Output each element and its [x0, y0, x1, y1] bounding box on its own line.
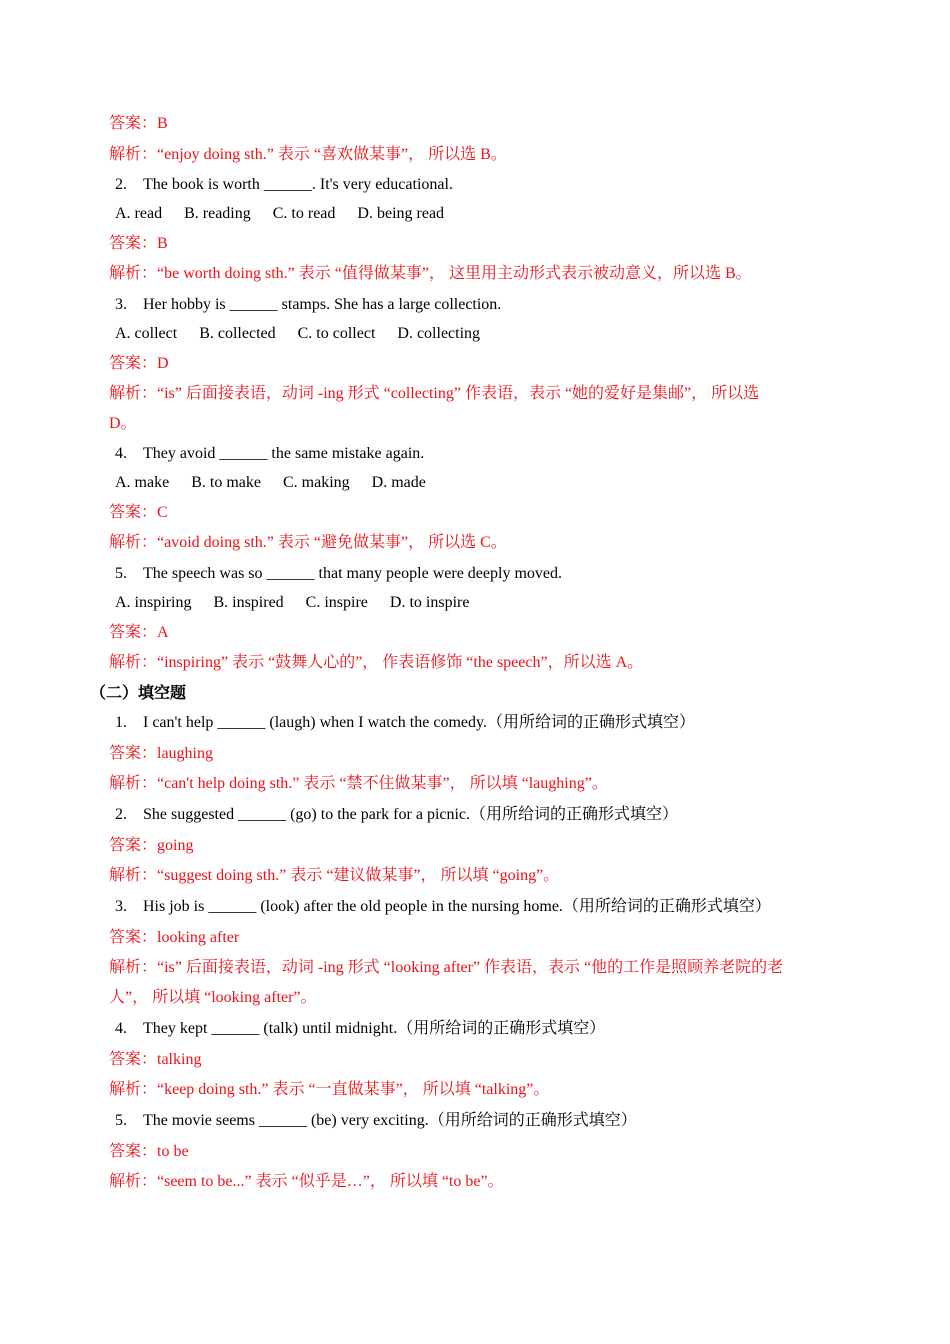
question: [115, 711, 695, 735]
option-b: B. inspired: [213, 594, 284, 611]
question: [115, 895, 771, 919]
analysis: 解析：“can't help doing sth.” 表示 “禁不住做某事”， 所以填 “laughing”。: [109, 775, 608, 792]
analysis-continued: D。: [109, 415, 137, 432]
option-c: C. inspire: [305, 594, 368, 611]
question-text: She suggested ______ (go) to the park for a picnic.（用所给词的正确形式填空）: [143, 806, 679, 823]
option-c: C. to collect: [297, 325, 376, 342]
options: [115, 322, 502, 346]
option-d: D. being read: [357, 205, 445, 222]
question-text: I can't help ______ (laugh) when I watch the comedy.（用所给词的正确形式填空）: [143, 714, 695, 731]
question: [115, 173, 453, 197]
question-number: 2.: [115, 176, 127, 193]
question-number: 4.: [115, 1020, 127, 1037]
question-number: 3.: [115, 898, 127, 915]
question-text: They kept ______ (talk) until midnight.（用所给词的正确形式填空）: [143, 1020, 606, 1037]
answer: 答案：A: [109, 624, 169, 641]
question: [115, 1017, 605, 1041]
answer: 答案：looking after: [109, 929, 240, 946]
option-c: C. to read: [272, 205, 336, 222]
question: [115, 293, 501, 317]
option-a: A. read: [115, 205, 163, 222]
option-b: B. collected: [199, 325, 276, 342]
option-c: C. making: [282, 474, 350, 491]
question-text: Her hobby is ______ stamps. She has a large collection.: [143, 296, 502, 313]
section-title: （二）填空题: [90, 685, 187, 702]
question: [115, 803, 678, 827]
question: [115, 442, 424, 466]
analysis: 解析：“suggest doing sth.” 表示 “建议做某事”， 所以填 “going”。: [109, 867, 560, 884]
option-d: D. made: [371, 474, 426, 491]
answer: 答案：C: [109, 504, 168, 521]
question-number: 2.: [115, 806, 127, 823]
options: [115, 202, 466, 226]
answer: 答案：going: [109, 837, 194, 854]
answer: 答案：laughing: [109, 745, 213, 762]
question-number: 4.: [115, 445, 127, 462]
analysis: 解析：“is” 后面接表语，动词 -ing 形式 “looking after” 作表语，表示 “他的工作是照顾养老院的老: [109, 959, 784, 976]
question-number: 3.: [115, 296, 127, 313]
answer: 答案：D: [109, 355, 169, 372]
analysis: 解析：“inspiring” 表示 “鼓舞人心的”， 作表语修饰 “the speech”，所以选 A。: [109, 654, 644, 671]
analysis: 解析：“seem to be...” 表示 “似乎是…”， 所以填 “to be”。: [109, 1173, 504, 1190]
option-a: A. inspiring: [115, 594, 192, 611]
analysis: 解析：“avoid doing sth.” 表示 “避免做某事”， 所以选 C。: [109, 534, 507, 551]
analysis: 解析：“is” 后面接表语，动词 -ing 形式 “collecting” 作表语，表示 “她的爱好是集邮”， 所以选: [109, 385, 760, 402]
question-number: 5.: [115, 1112, 127, 1129]
question-text: His job is ______ (look) after the old people in the nursing home.（用所给词的正确形式填空）: [143, 898, 771, 915]
analysis: 解析：“enjoy doing sth.” 表示 “喜欢做某事”， 所以选 B。: [109, 146, 507, 163]
analysis: 解析：“keep doing sth.” 表示 “一直做某事”， 所以填 “talking”。: [109, 1081, 550, 1098]
answer: 答案：talking: [109, 1051, 202, 1068]
analysis: 解析：“be worth doing sth.” 表示 “值得做某事”， 这里用主动形式表示被动意义，所以选 B。: [109, 265, 752, 282]
question: [115, 1109, 637, 1133]
option-a: A. make: [115, 474, 170, 491]
question-text: The speech was so ______ that many people were deeply moved.: [143, 565, 562, 582]
option-d: D. to inspire: [389, 594, 470, 611]
options: [115, 471, 448, 495]
question-number: 5.: [115, 565, 127, 582]
options: [115, 591, 491, 615]
question-text: The movie seems ______ (be) very exciting.（用所给词的正确形式填空）: [143, 1112, 637, 1129]
question: [115, 562, 562, 586]
question-text: The book is worth ______. It's very educational.: [143, 176, 453, 193]
option-d: D. collecting: [397, 325, 481, 342]
answer: 答案：to be: [109, 1143, 189, 1160]
option-a: A. collect: [115, 325, 178, 342]
question-number: 1.: [115, 714, 127, 731]
analysis-continued: 人”， 所以填 “looking after”。: [109, 989, 317, 1006]
answer: 答案：B: [109, 235, 168, 252]
answer: 答案：B: [109, 115, 168, 132]
question-text: They avoid ______ the same mistake again.: [143, 445, 425, 462]
option-b: B. reading: [184, 205, 251, 222]
option-b: B. to make: [191, 474, 261, 491]
